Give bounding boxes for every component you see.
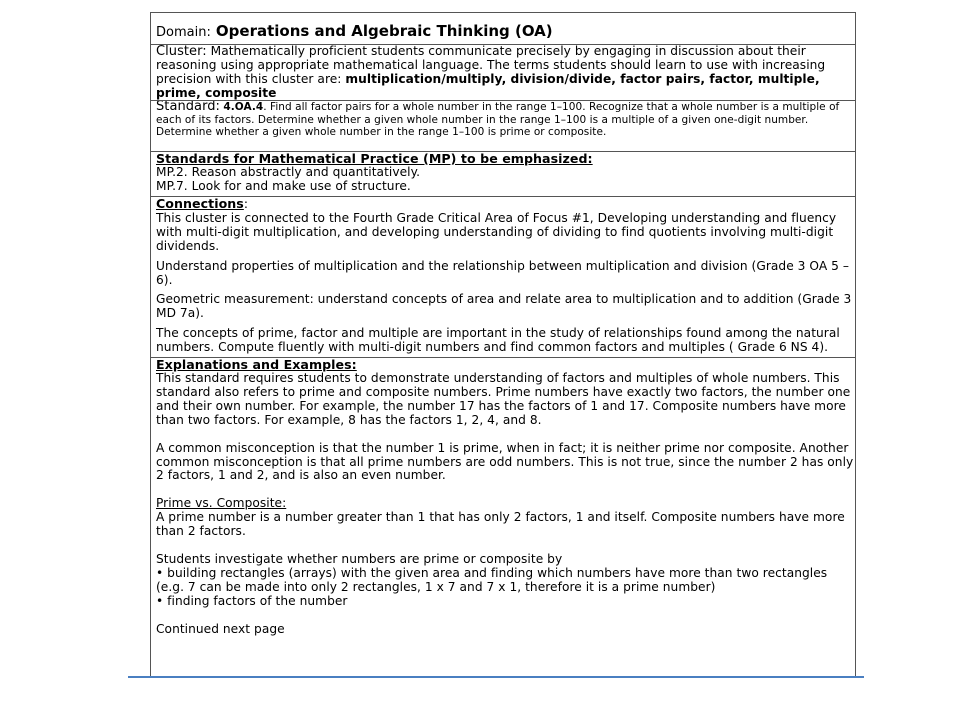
explanations-paragraph: A prime number is a number greater than 1 that has only 2 factors, 1 and itself. Composite numbers have more than 2 factors. xyxy=(156,510,845,539)
document-page xyxy=(150,12,856,676)
explanations-paragraph: A common misconception is that the number 1 is prime, when in fact; it is neither prime nor composite. Another common misconception is that all prime numbers are odd numbers. This is not true, since the number 2 has only 2 factors, 1 and 2, and is also an even number. xyxy=(156,440,854,483)
bullet-item: • building rectangles (arrays) with the given area and finding which numbers have more than two rectangles (e.g. 7 can be made into only 2 rectangles, 1 x 7 and 7 x 1, therefore it is a prime number) xyxy=(156,565,828,594)
cluster-label: Cluster: xyxy=(156,45,207,59)
cluster-text: Mathematically proficient students communicate precisely by engaging in discussion about their reasoning using appropriate mathematical language. The terms students should learn to use with increasing precision with this cluster are: xyxy=(156,45,826,86)
mp-section xyxy=(151,152,855,197)
connections-paragraph: Geometric measurement: understand concepts of area and relate area to multiplication and to addition (Grade 3 MD 7a). xyxy=(156,292,852,321)
connections-paragraph: The concepts of prime, factor and multiple are important in the study of relationships found among the natural numbers. Compute fluently with multi-digit numbers and find common factors and multiples ( Grade 6 NS 4). xyxy=(156,326,840,355)
domain-section xyxy=(151,13,855,45)
explanations-section xyxy=(151,358,855,676)
domain-title: Operations and Algebraic Thinking (OA) xyxy=(215,22,553,40)
standard-code: 4.OA.4 xyxy=(223,101,264,113)
explanations-paragraph: This standard requires students to demonstrate understanding of factors and multiples of whole numbers. This standard also refers to prime and composite numbers. Prime numbers have exactly two factors, the number one and their own number. For example, the number 17 has the factors of 1 and 17. Composite numbers have more than two factors. For example, 8 has the factors 1, 2, 4, and 8. xyxy=(156,371,851,427)
domain-label: Domain: xyxy=(156,25,211,40)
connections-section: Connections: This cluster is connected to the Fourth Grade Critical Area of Focus #1, Developing understanding and fluency with multi-digit multiplication, and developing understanding of dividing to find quotients involving multi-digit dividends. Understand properties of multiplication and the relationship between multiplication and division (Grade 3 OA 5 – 6). Geometric measurement: understand concepts of area and relate area to multiplication and to addition (Grade 3 MD 7a). The concepts of prime, factor and multiple are important in the study of relationships found among the natural numbers. Compute fluently with multi-digit numbers and find common factors and multiples ( Grade 6 NS 4). xyxy=(151,197,855,358)
explanations-heading: Explanations and Examples: xyxy=(156,358,357,372)
mp-item: MP.2. Reason abstractly and quantitatively. xyxy=(156,165,421,179)
prime-vs-composite-heading: Prime vs. Composite: xyxy=(156,496,287,511)
cluster-terms: multiplication/multiply, division/divide, factor pairs, factor, multiple, prime, composite xyxy=(156,71,820,100)
cluster-section xyxy=(151,45,855,101)
bullet-item: • finding factors of the number xyxy=(156,593,348,608)
standard-text: . Find all factor pairs for a whole number in the range 1–100. Recognize that a whole number is a multiple of each of its factors. Determine whether a given whole number in the range 1–100 is a multiple of a given one-digit number. Determine whether a given whole number in the range 1–100 is prime or composite. xyxy=(156,101,840,139)
connections-paragraph: This cluster is connected to the Fourth Grade Critical Area of Focus #1, Developing understanding and fluency with multi-digit multiplication, and developing understanding of dividing to find quotients involving multi-digit dividends. xyxy=(156,210,837,253)
connections-heading: Connections xyxy=(156,197,244,211)
mp-heading: Standards for Mathematical Practice (MP) to be emphasized: xyxy=(156,152,593,166)
mp-item: MP.7. Look for and make use of structure. xyxy=(156,178,411,193)
connections-paragraph: Understand properties of multiplication and the relationship between multiplication and division (Grade 3 OA 5 – 6). xyxy=(156,258,850,287)
continued-note: Continued next page xyxy=(156,621,285,636)
explanations-paragraph: Students investigate whether numbers are prime or composite by xyxy=(156,552,563,567)
bottom-divider xyxy=(128,676,864,678)
standard-section xyxy=(151,101,855,152)
standard-label: Standard: xyxy=(156,101,220,114)
